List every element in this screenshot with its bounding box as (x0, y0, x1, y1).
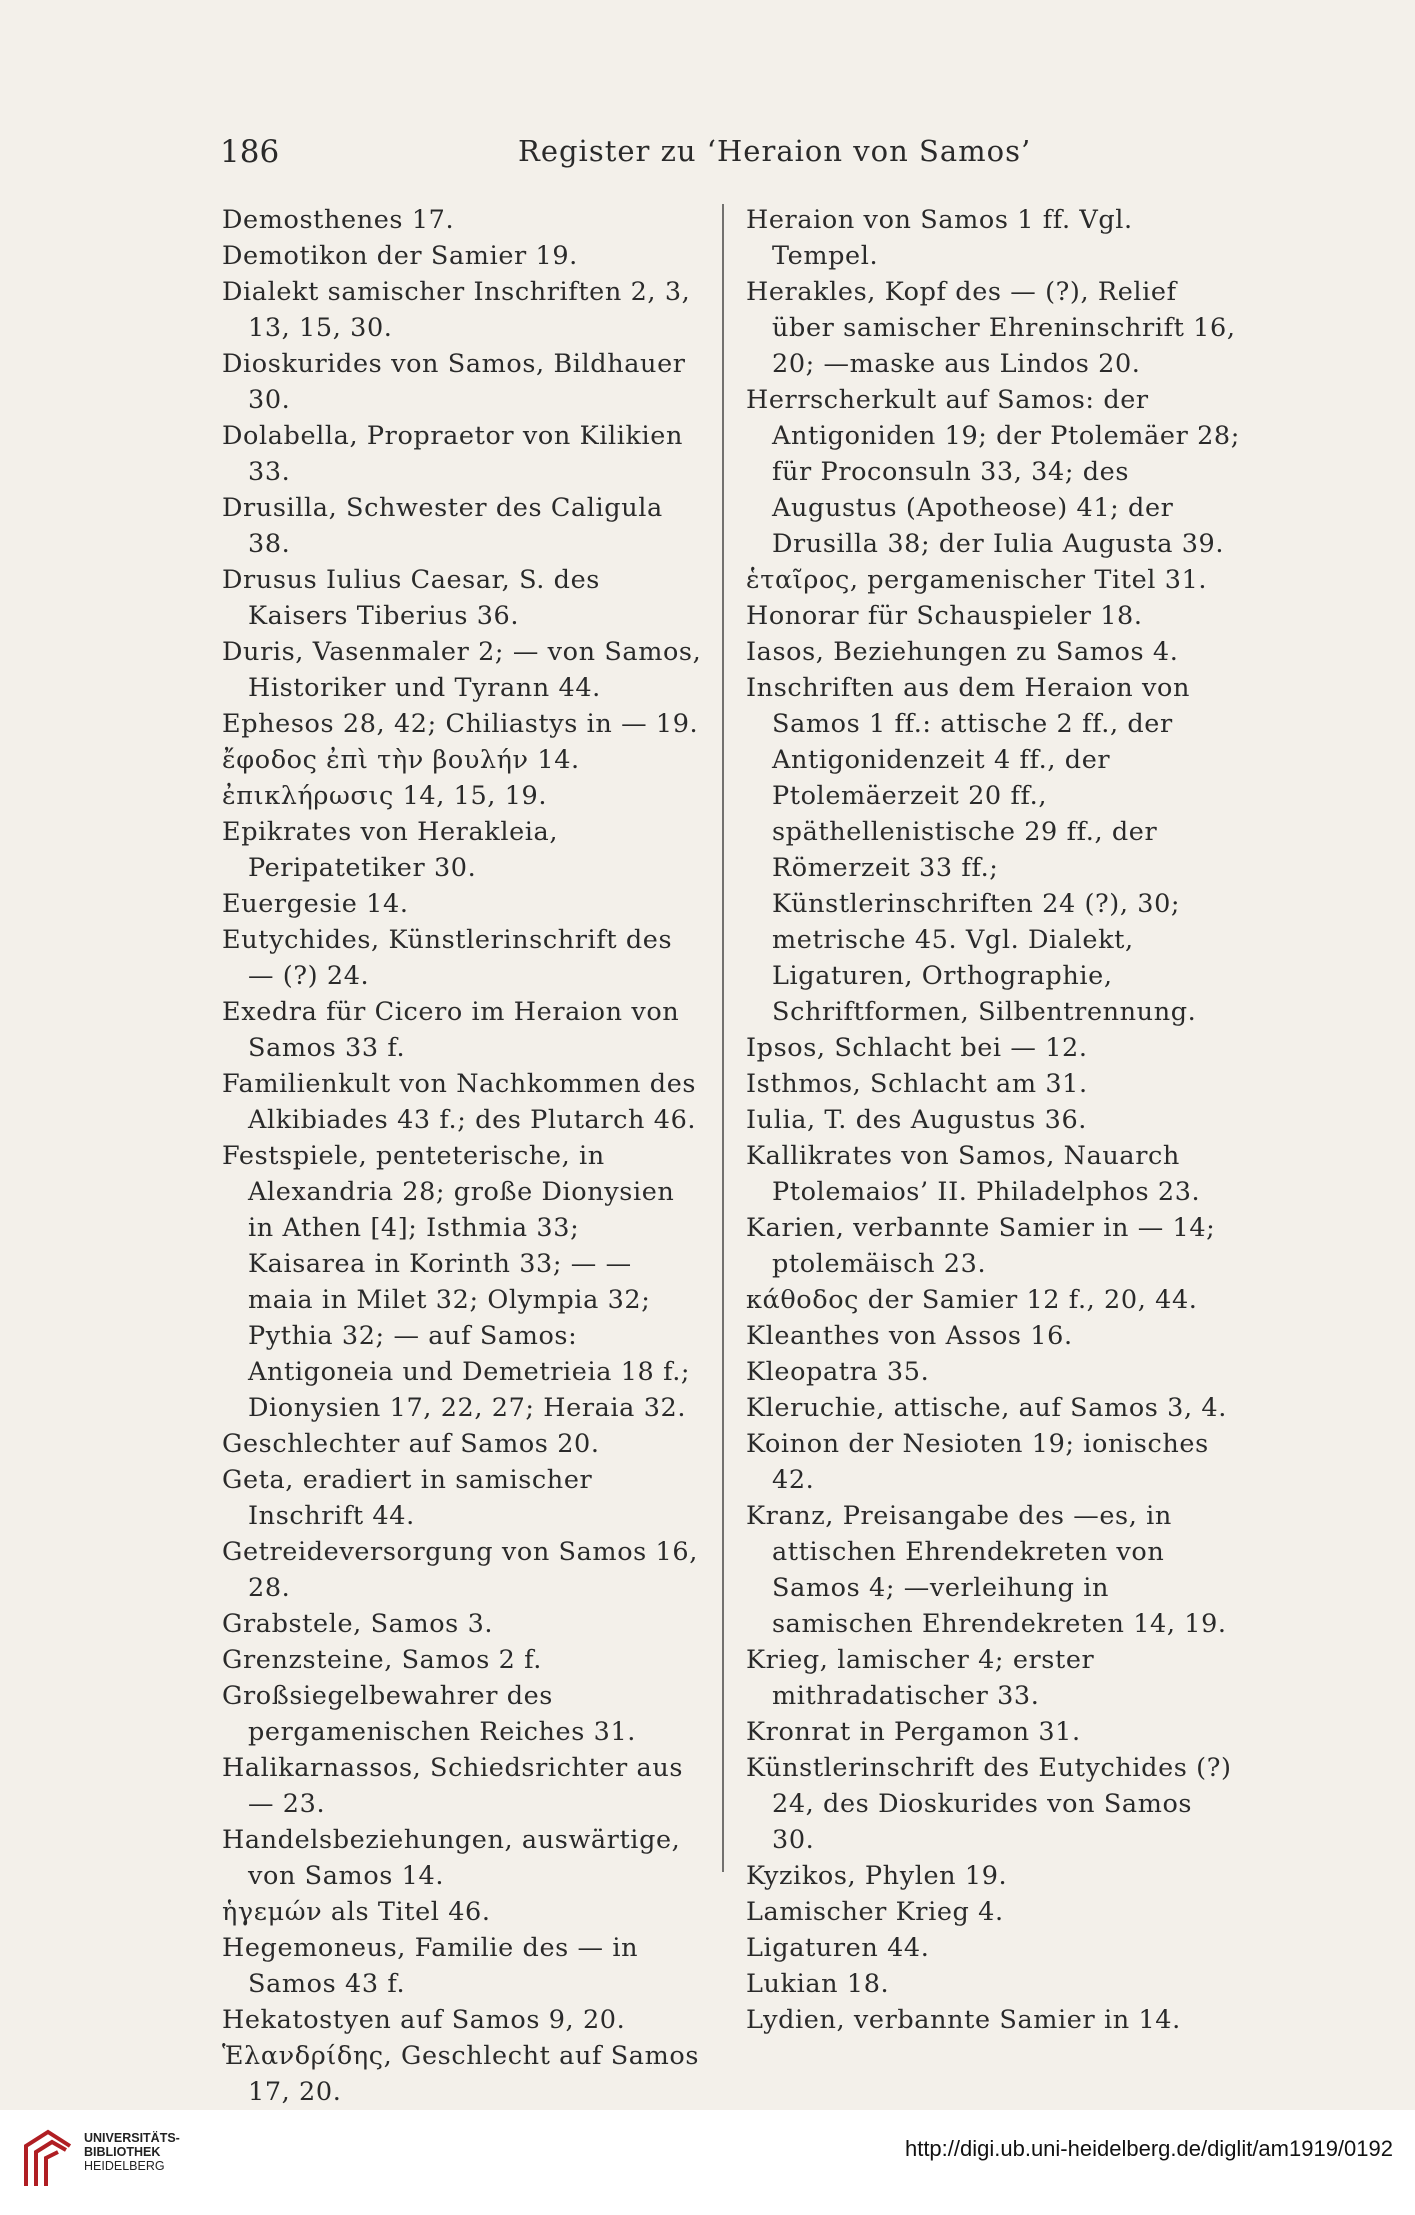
index-entry: Exedra für Cicero im Heraion von Samos 33 f. (222, 997, 680, 1063)
index-entry: Hegemoneus, Familie des — in Samos 43 f. (222, 1933, 639, 1999)
index-entry: Krieg, lamischer 4; erster mithradatischer 33. (746, 1645, 1095, 1711)
index-entry: Euergesie 14. (222, 889, 409, 919)
index-entry: Drusilla, Schwester des Caligula 38. (222, 493, 663, 559)
index-entry: ἑταῖρος, pergamenischer Titel 31. (746, 565, 1208, 595)
index-entry: Grenzsteine, Samos 2 f. (222, 1645, 542, 1675)
index-entry: Demotikon der Samier 19. (222, 241, 578, 271)
index-entry: Kleopatra 35. (746, 1357, 930, 1387)
index-entry: Lukian 18. (746, 1969, 890, 1999)
index-entry: Dioskurides von Samos, Bildhauer 30. (222, 349, 686, 415)
index-entry: Kallikrates von Samos, Nauarch Ptolemaios’ II. Philadelphos 23. (746, 1141, 1201, 1207)
index-entry: Duris, Vasenmaler 2; — von Samos, Historiker und Tyrann 44. (222, 637, 702, 703)
index-entry: Heraion von Samos 1 ff. Vgl. Tempel. (746, 205, 1133, 271)
index-entry: Drusus Iulius Caesar, S. des Kaisers Tiberius 36. (222, 565, 600, 631)
library-name-line: BIBLIOTHEK (84, 2145, 161, 2159)
index-entry: Dolabella, Propraetor von Kilikien 33. (222, 421, 684, 487)
index-entry: Ἑλανδρίδης, Geschlecht auf Samos 17, 20. (222, 2041, 700, 2107)
index-entry: ἐπικλήρωσις 14, 15, 19. (222, 781, 548, 811)
index-entry: κάθοδος der Samier 12 f., 20, 44. (746, 1285, 1198, 1315)
index-entry: Kleanthes von Assos 16. (746, 1321, 1073, 1351)
index-entry: Künstlerinschrift des Eutychides (?) 24, des Dioskurides von Samos 30. (746, 1753, 1232, 1855)
index-entry: Eutychides, Künstlerinschrift des — (?) 24. (222, 925, 673, 991)
index-entry: Kronrat in Pergamon 31. (746, 1717, 1081, 1747)
index-entry: Inschriften aus dem Heraion von Samos 1 ff.: attische 2 ff., der Antigonidenzeit 4 ff., der Ptolemäerzeit 20 ff., späthellenistische 29 ff., der Römerzeit 33 ff.; Künstlerinschriften 24 (?), 30; metrische 45. Vgl. Dialekt, Ligaturen, Orthographie, Schriftformen, Silbentrennung. (746, 673, 1197, 1027)
ub-heidelberg-logo-icon (18, 2124, 78, 2194)
index-entry: Handelsbeziehungen, auswärtige, von Samos 14. (222, 1825, 681, 1891)
index-entry: ἡγεμών als Titel 46. (222, 1897, 491, 1927)
index-entry: Iulia, T. des Augustus 36. (746, 1105, 1087, 1135)
index-entry: Karien, verbannte Samier in — 14; ptolemäisch 23. (746, 1213, 1216, 1279)
left-index-column (222, 202, 702, 2110)
index-entry: Iasos, Beziehungen zu Samos 4. (746, 637, 1179, 667)
index-entry: Ipsos, Schlacht bei — 12. (746, 1033, 1088, 1063)
column-divider (722, 204, 724, 1872)
index-entry: Kyzikos, Phylen 19. (746, 1861, 1008, 1891)
index-entry: Isthmos, Schlacht am 31. (746, 1069, 1088, 1099)
index-entry: Ephesos 28, 42; Chiliastys in — 19. (222, 709, 699, 739)
index-entry: Festspiele, penteterische, in Alexandria 28; große Dionysien in Athen [4]; Isthmia 33; Kaisarea in Korinth 33; — — maia in Milet 32; Olympia 32; Pythia 32; — auf Samos: Antigoneia und Demetrieia 18 f.; Dionysien 17, 22, 27; Heraia 32. (222, 1141, 691, 1423)
index-entry: Herrscherkult auf Samos: der Antigoniden 19; der Ptolemäer 28; für Proconsuln 33, 34; des Augustus (Apotheose) 41; der Drusilla 38; der Iulia Augusta 39. (746, 385, 1240, 559)
index-entry: Epikrates von Herakleia, Peripatetiker 30. (222, 817, 559, 883)
index-entry: ἔφοδος ἐπὶ τὴν βουλήν 14. (222, 745, 580, 775)
library-name-line: HEIDELBERG (84, 2159, 165, 2173)
index-entry: Honorar für Schauspieler 18. (746, 601, 1143, 631)
index-entry: Lydien, verbannte Samier in 14. (746, 2005, 1181, 2035)
index-entry: Lamischer Krieg 4. (746, 1897, 1004, 1927)
index-entry: Kranz, Preisangabe des —es, in attischen Ehrendekreten von Samos 4; —verleihung in samischen Ehrendekreten 14, 19. (746, 1501, 1227, 1639)
right-index-column (746, 202, 1242, 2038)
digitization-footer (0, 2110, 1415, 2215)
library-name-line: UNIVERSITÄTS- (84, 2131, 180, 2145)
library-name (84, 2131, 180, 2173)
index-entry: Halikarnassos, Schiedsrichter aus — 23. (222, 1753, 684, 1819)
running-title: Register zu ‘Heraion von Samos’ (518, 134, 1032, 168)
source-url-link[interactable]: http://digi.ub.uni-heidelberg.de/diglit/am1919/0192 (904, 2136, 1393, 2161)
index-entry: Großsiegelbewahrer des pergamenischen Reiches 31. (222, 1681, 636, 1747)
index-entry: Dialekt samischer Inschriften 2, 3, 13, 15, 30. (222, 277, 691, 343)
index-entry: Hekatostyen auf Samos 9, 20. (222, 2005, 626, 2035)
index-entry: Herakles, Kopf des — (?), Relief über samischer Ehreninschrift 16, 20; —maske aus Lindos 20. (746, 277, 1236, 379)
index-entry: Geschlechter auf Samos 20. (222, 1429, 600, 1459)
index-entry: Demosthenes 17. (222, 205, 455, 235)
index-entry: Geta, eradiert in samischer Inschrift 44. (222, 1465, 593, 1531)
index-entry: Grabstele, Samos 3. (222, 1609, 494, 1639)
index-entry: Kleruchie, attische, auf Samos 3, 4. (746, 1393, 1227, 1423)
index-entry: Getreideversorgung von Samos 16, 28. (222, 1537, 698, 1603)
page-number: 186 (220, 134, 280, 170)
index-entry: Ligaturen 44. (746, 1933, 930, 1963)
index-entry: Koinon der Nesioten 19; ionisches 42. (746, 1429, 1209, 1495)
index-entry: Familienkult von Nachkommen des Alkibiades 43 f.; des Plutarch 46. (222, 1069, 697, 1135)
